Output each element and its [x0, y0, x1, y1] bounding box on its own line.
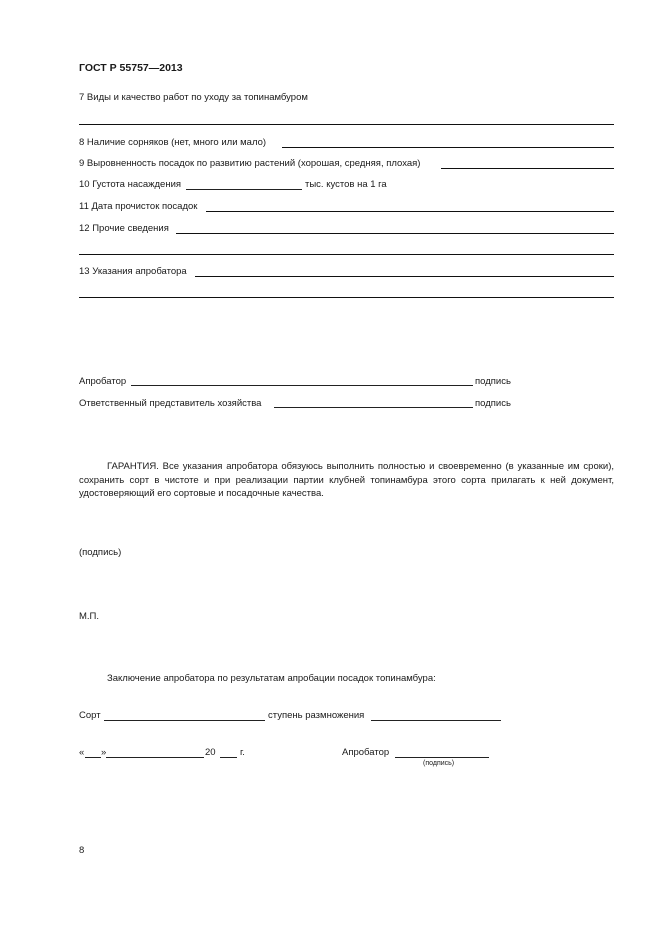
field-13-line-2[interactable]: [79, 297, 614, 298]
field-12-label: 12 Прочие сведения: [79, 223, 169, 234]
field-9-label: 9 Выровненность посадок по развитию растений (хорошая, средняя, плохая): [79, 158, 421, 169]
date-close-quote: »: [101, 747, 107, 758]
representative-signature-line[interactable]: [274, 407, 473, 408]
conclusion-approbator-line[interactable]: [395, 757, 489, 758]
field-12-line-2[interactable]: [79, 254, 614, 255]
stage-label: ступень размножения: [268, 710, 365, 721]
approbator-signature-line[interactable]: [131, 385, 473, 386]
field-8-line[interactable]: [282, 147, 614, 148]
conclusion-approbator-label: Апробатор: [342, 747, 390, 758]
page-number: 8: [79, 845, 85, 856]
conclusion-signature-note: (подпись): [423, 760, 455, 767]
date-open-quote: «: [79, 747, 85, 758]
field-11-label: 11 Дата прочисток посадок: [79, 201, 198, 212]
field-13-label: 13 Указания апробатора: [79, 266, 187, 277]
variety-line[interactable]: [104, 720, 265, 721]
day-line[interactable]: [85, 757, 101, 758]
year-prefix: 20: [205, 747, 216, 758]
stamp-placeholder: М.П.: [79, 611, 100, 622]
month-line[interactable]: [106, 757, 204, 758]
field-12-line[interactable]: [176, 233, 614, 234]
field-7-line[interactable]: [79, 124, 614, 125]
conclusion-heading: Заключение апробатора по результатам апробации посадок топинамбура:: [107, 673, 436, 684]
approbator-label: Апробатор: [79, 376, 127, 387]
approbator-signature-caption: подпись: [475, 376, 511, 387]
field-8-label: 8 Наличие сорняков (нет, много или мало): [79, 137, 267, 148]
guarantee-signature-note: (подпись): [79, 547, 122, 558]
year-suffix: г.: [240, 747, 245, 758]
stage-line[interactable]: [371, 720, 501, 721]
field-7-label: 7 Виды и качество работ по уходу за топинамбуром: [79, 92, 308, 103]
variety-label: Сорт: [79, 710, 101, 721]
field-9-line[interactable]: [441, 168, 614, 169]
field-11-line[interactable]: [206, 211, 614, 212]
representative-signature-caption: подпись: [475, 398, 511, 409]
field-10-label: 10 Густота насаждения: [79, 179, 182, 190]
guarantee-paragraph: ГАРАНТИЯ. Все указания апробатора обязуюсь выполнить полностью и своевременно (в указанные им сроки), сохранить сорт в чистоте и при реализации партии клубней топинамбура этого сорта прилагать к ней документ, удостоверяющий его сортовые и посадочные качества.: [79, 461, 614, 499]
representative-label: Ответственный представитель хозяйства: [79, 398, 262, 409]
document-code: ГОСТ Р 55757—2013: [79, 62, 183, 74]
field-10-line[interactable]: [186, 189, 302, 190]
year-line[interactable]: [220, 757, 237, 758]
field-13-line[interactable]: [195, 276, 614, 277]
field-10-unit: тыс. кустов на 1 га: [305, 179, 387, 190]
